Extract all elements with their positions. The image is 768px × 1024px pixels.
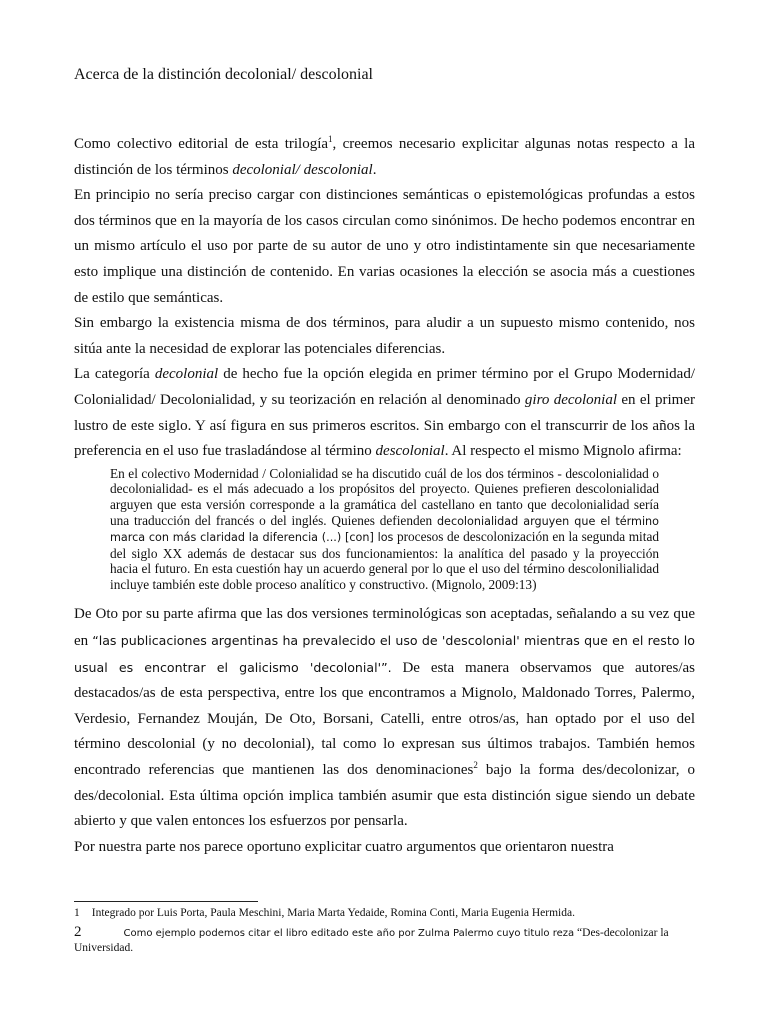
footnote-text: Como ejemplo podemos citar el libro editado este año por Zulma Palermo cuyo titulo reza bbox=[123, 928, 575, 939]
page-title: Acerca de la distinción decolonial/ descolonial bbox=[74, 66, 373, 83]
text-run: De Oto por su parte afirma que las dos versiones terminológicas son aceptadas, señalando a su vez que en bbox=[74, 606, 695, 650]
text-run: . bbox=[372, 161, 377, 178]
text-run: La categoría bbox=[74, 366, 155, 383]
emphasis: decolonial/ descolonial bbox=[232, 161, 373, 178]
text-run: De esta manera observamos que autores/as destacados/as de esta perspectiva, entre los que encontramos a Mignolo, Maldonado Torres, Palermo, Verdesio, Fernandez Mouján, De Oto, Borsani, Catelli, entre otros/as, han optado por el uso del término descolonial (y no decolonial), tal como lo expresan sus últimos trabajos. También hemos encontrado referencias que mantienen las dos denominaciones bbox=[74, 659, 695, 779]
text-run: En el colectivo Modernidad / Colonialidad se ha discutido cuál de los dos términos - descolonialidad o decolonialidad- es el más adecuado a los propósitos del proyecto. Quienes prefieren descolonialidad arguyen que esta versión corresponde a la gramática del castellano en tanto que decolonialidad sería una traducción del francés o del inglés. Quienes defienden bbox=[110, 465, 659, 528]
footnote-2 bbox=[74, 925, 695, 956]
paragraph-category bbox=[74, 362, 695, 464]
emphasis: giro decolonial bbox=[524, 391, 618, 408]
block-quote bbox=[110, 466, 659, 593]
text-run: bajo la forma des/decolonizar, o des/decolonial. Esta última opción implica también asumir que esta distinción sigue siendo un debate abierto y que valen entonces los esfuerzos por pensarla. bbox=[74, 762, 695, 830]
text-run: Como colectivo editorial de esta trilogía bbox=[74, 136, 329, 152]
text-run: en el primer lustro de este siglo. Y así figura en sus primeros escritos. Sin embargo con el transcurrir de los años la preferencia en el uso fue trasladándose al término bbox=[74, 391, 695, 460]
footnote-ref-2[interactable]: 2 bbox=[473, 760, 478, 771]
footnote-ref-1[interactable]: 1 bbox=[328, 134, 333, 144]
paragraph-existence: Sin embargo la existencia misma de dos términos, para aludir a un supuesto mismo contenido, nos sitúa ante la necesidad de explorar las potenciales diferencias. bbox=[74, 315, 695, 357]
quoted-text: “las publicaciones argentinas ha prevalecido el uso de 'descolonial' mientras que en el resto lo usual es encontrar el galicismo 'decolonial'”. bbox=[74, 633, 695, 675]
text-run: de hecho fue la opción elegida en primer término por el Grupo Modernidad/ Colonialidad/ Decolonialidad, y su teorización en relación al denominado bbox=[74, 366, 696, 408]
text-run: , creemos necesario explicitar algunas notas respecto a la distinción de los términos bbox=[74, 136, 696, 178]
footnote-number: 2 bbox=[74, 924, 82, 940]
footnote-text: Integrado por Luis Porta, Paula Meschini, Maria Marta Yedaide, Romina Conti, Maria Eugenia Hermida. bbox=[91, 907, 575, 919]
paragraph-de-oto bbox=[74, 602, 695, 834]
paragraph-principle: En principio no sería preciso cargar con distinciones semánticas o epistemológicas profundas a estos dos términos que en la mayoría de los casos circulan como sinónimos. De hecho podemos encontrar en un mismo artículo el uso por parte de su autor de uno y otro indistintamente sin que necesariamente esto implique una distinción de contenido. En varias ocasiones la elección se asocia más a cuestiones de estilo que semánticas. bbox=[74, 187, 695, 306]
emphasis: descolonial bbox=[375, 443, 445, 460]
paragraph-our-part: Por nuestra parte nos parece oportuno explicitar cuatro argumentos que orientaron nuestra bbox=[74, 838, 614, 855]
footnote-text: “Des-decolonizar la Universidad. bbox=[74, 927, 669, 954]
emphasis: decolonial bbox=[154, 366, 219, 383]
text-run: . Al respecto el mismo Mignolo afirma: bbox=[444, 443, 682, 460]
paragraph-intro bbox=[74, 132, 695, 183]
footnote-number: 1 bbox=[74, 907, 80, 919]
document-body bbox=[74, 132, 695, 860]
text-run: decolonialidad arguyen que el término marca con más claridad la diferencia (...) [con] los bbox=[110, 514, 659, 545]
text-run: procesos de descolonización en la segunda mitad del siglo XX además de destacar sus dos funcionamientos: la analítica del pasado y la proyección hacia el futuro. En esta cuestión hay un acuerdo general por lo que el uso del término descolonilialidad incluye también este doble proceso analítico y constructivo. (Mignolo, 2009:13) bbox=[110, 529, 659, 592]
footnote-1 bbox=[74, 907, 575, 919]
footnote-divider bbox=[74, 901, 258, 902]
